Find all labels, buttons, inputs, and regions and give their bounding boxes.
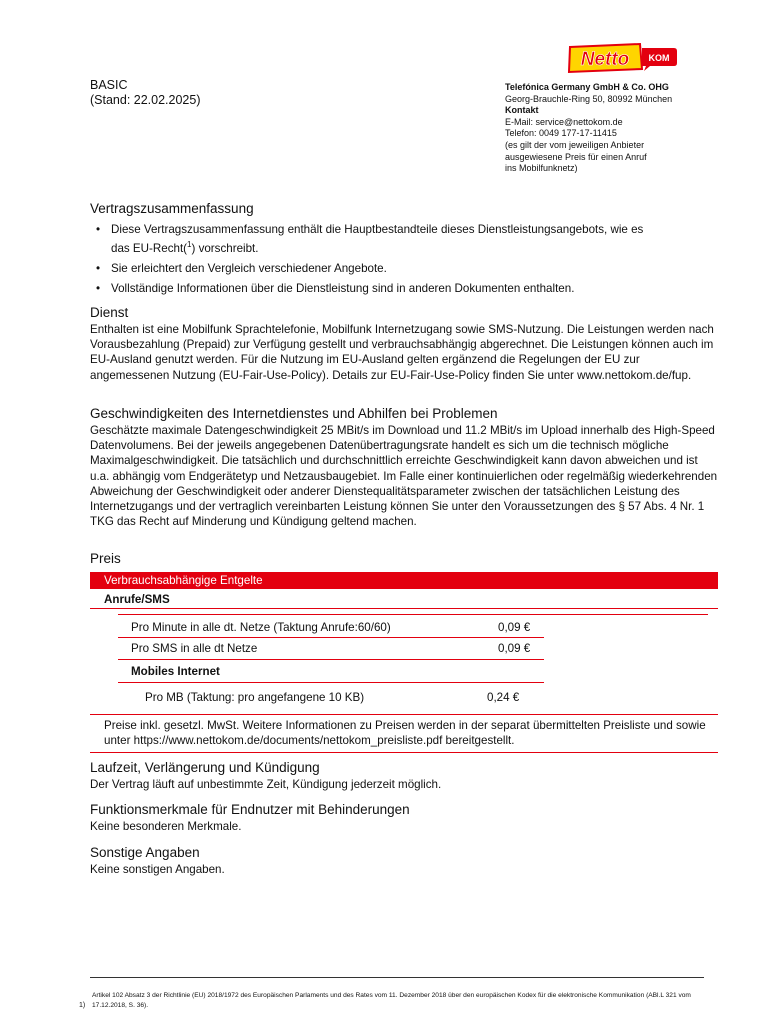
bullet-1-text-b: das EU-Recht(: [111, 242, 188, 256]
usage-fees-label: Verbrauchsabhängige Entgelte: [104, 574, 263, 587]
service-title: Dienst: [90, 305, 129, 320]
summary-bullet-2: [90, 261, 720, 276]
divider: [118, 614, 708, 615]
summary-bullet-3: [90, 281, 720, 296]
price-title: Preis: [90, 551, 121, 566]
summary-title: Vertragszusammenfassung: [90, 201, 254, 216]
price-row-sms-value: 0,09 €: [498, 642, 531, 655]
term-text: Der Vertrag läuft auf unbestimmte Zeit, Kündigung jederzeit möglich.: [90, 778, 442, 791]
contact-email: E-Mail: service@nettokom.de: [505, 116, 623, 127]
accessibility-title: Funktionsmerkmale für Endnutzer mit Behinderungen: [90, 802, 410, 817]
accessibility-section: [90, 802, 720, 834]
tariff-date: (Stand: 22.02.2025): [90, 93, 201, 107]
price-note: [104, 718, 714, 748]
footnote-text: Artikel 102 Absatz 3 der Richtlinie (EU) 2018/1972 des Europäischen Parlaments und des Rates vom 11. Dezember 2018 über den europäischen Kodex für die elektronische Kommunikation (ABl.L 321 vom 17.12.2018, S. 36).: [92, 992, 691, 1009]
price-section-title-wrap: [90, 551, 720, 566]
usage-fees-bar: [90, 572, 718, 589]
divider: [118, 659, 544, 660]
other-section: [90, 845, 720, 877]
accessibility-text: Keine besonderen Merkmale.: [90, 820, 242, 833]
mobile-internet-header: Mobiles Internet: [131, 665, 220, 678]
contact-title: Kontakt: [505, 105, 539, 116]
provider-contact: [505, 82, 705, 175]
logo-graphic: [566, 42, 678, 74]
tariff-name: BASIC: [90, 78, 128, 92]
company-address: Georg-Brauchle-Ring 50, 80992 München: [505, 93, 673, 104]
phone-note-line3: ins Mobilfunknetz): [505, 163, 578, 174]
logo-kom-text: KOM: [648, 53, 670, 63]
other-text: Keine sonstigen Angaben.: [90, 863, 225, 876]
footnote-number: 1): [79, 1002, 86, 1009]
contact-phone: Telefon: 0049 177-17-11415: [505, 128, 617, 139]
divider: [90, 752, 718, 753]
term-title: Laufzeit, Verlängerung und Kündigung: [90, 760, 320, 775]
footnote-divider: [90, 977, 704, 978]
divider: [90, 608, 718, 609]
price-row-minute-value: 0,09 €: [498, 621, 531, 634]
nettokom-logo: [566, 42, 678, 74]
summary-bullets: [90, 222, 720, 297]
speed-section: [90, 406, 720, 529]
price-note-text: Preise inkl. gesetzl. MwSt. Weitere Informationen zu Preisen werden in der separat übermittelten Preisliste und sowie unter https://www.nettokom.de/documents/nettokom_preisliste.pdf bereitgestellt.: [104, 719, 706, 748]
bullet-icon: •: [96, 262, 101, 276]
summary-bullet-1: [90, 222, 720, 256]
speed-text: Geschätzte maximale Datengeschwindigkeit 25 MBit/s im Download und 11.2 MBit/s im Upload innerhalb des High-Speed Datenvolumens. Bei der jeweils angegebenen Datenübertragungsrate handelt es sich um die technisch mögliche Maximalgeschwindigkeit. Die tatsächlich und durchschnittlich erreichte Geschwindigkeit kann davon abweichen und ist u.a. abhängig vom Endgerätetyp und Netzausbaugebiet. Im Falle einer kontinuierlichen oder regelmäßig wiederkehrenden Abweichung der Geschwindigkeit oder anderer Dienstequalitätsparameter zwischen der tatsächlichen Leistung des Internetzugangs und der vertraglich vereinbarten Leistung können Sie unter den Voraussetzungen des § 57 Abs. 4 Nr. 1 TKG das Recht auf Minderung und Kündigung geltend machen.: [90, 424, 718, 529]
price-row-sms-label: Pro SMS in alle dt Netze: [131, 642, 258, 655]
bullet-1-text-c: ) vorschreibt.: [191, 242, 259, 256]
calls-sms-header: Anrufe/SMS: [104, 593, 170, 606]
footnote: [79, 991, 692, 1011]
phone-note-line2: ausgewiesene Preis für einen Anruf: [505, 151, 647, 162]
service-section: [90, 305, 720, 383]
phone-note-line1: (es gilt der vom jeweiligen Anbieter: [505, 139, 645, 150]
divider: [118, 682, 544, 683]
divider: [118, 637, 544, 638]
bullet-3-text: Vollständige Informationen über die Dienstleistung sind in anderen Dokumenten enthalten.: [111, 282, 575, 296]
bullet-2-text: Sie erleichtert den Vergleich verschiedener Angebote.: [111, 262, 387, 276]
footnote-ref: 1: [187, 240, 192, 250]
speed-title: Geschwindigkeiten des Internetdienstes und Abhilfen bei Problemen: [90, 406, 498, 421]
other-title: Sonstige Angaben: [90, 845, 200, 860]
logo-netto-text: Netto: [580, 49, 630, 70]
price-row-mb-label: Pro MB (Taktung: pro angefangene 10 KB): [145, 691, 365, 704]
bullet-icon: •: [96, 282, 101, 296]
tariff-header: [90, 78, 201, 108]
bullet-1-text-a: Diese Vertragszusammenfassung enthält die Hauptbestandteile dieses Dienstleistungsangebots, wie es: [111, 223, 644, 236]
summary-section: [90, 201, 720, 302]
bullet-icon: •: [96, 223, 101, 236]
divider: [90, 714, 718, 715]
price-row-mb-value: 0,24 €: [487, 691, 520, 704]
company-name: Telefónica Germany GmbH & Co. OHG: [505, 82, 669, 92]
service-text: Enthalten ist eine Mobilfunk Sprachtelefonie, Mobilfunk Internetzugang sowie SMS-Nutzung. Die Leistungen werden nach Vorausbezahlung (Prepaid) zur Verfügung gestellt und verbrauchsabhängig abgerechnet. Die Leistungen können auch im EU-Ausland genutzt werden. Für die Nutzung im EU-Ausland gelten ergänzend die Regelungen der EU zur angemessenen Nutzung (EU-Fair-Use-Policy). Details zur EU-Fair-Use-Policy finden Sie unter www.nettokom.de/fup.: [90, 323, 714, 382]
term-section: [90, 760, 720, 792]
price-row-minute-label: Pro Minute in alle dt. Netze (Taktung Anrufe:60/60): [131, 621, 391, 634]
